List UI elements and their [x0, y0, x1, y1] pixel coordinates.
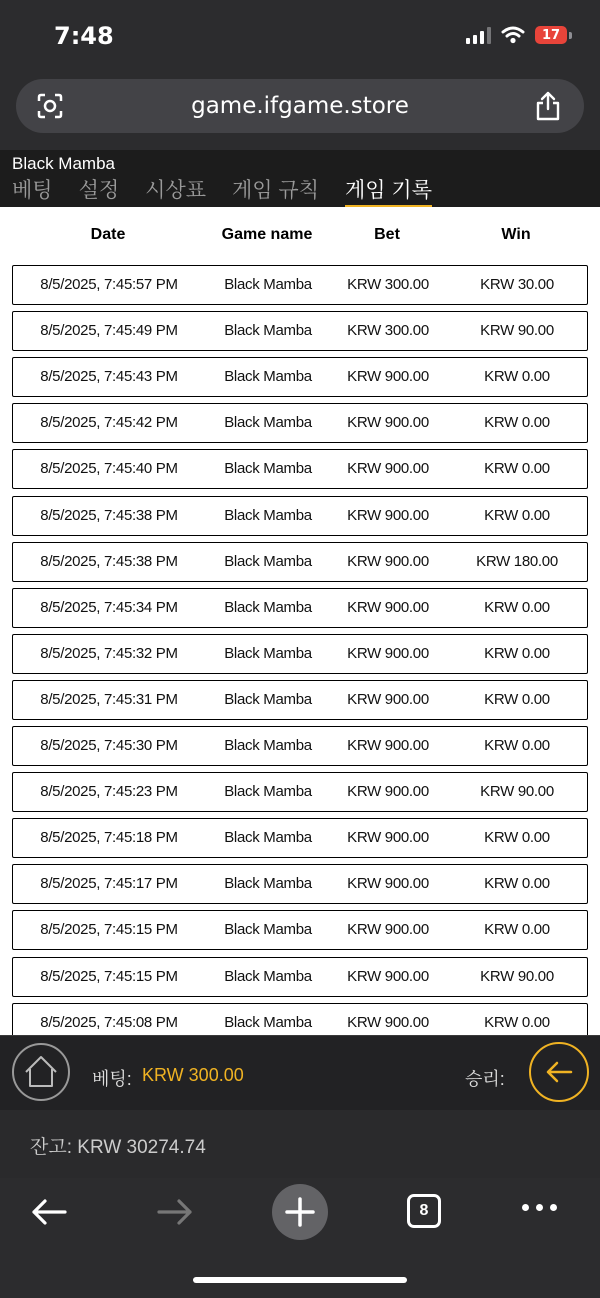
- status-time: 7:48: [54, 22, 114, 50]
- table-header: [12, 226, 588, 250]
- row-win: KRW 90.00: [480, 322, 554, 340]
- row-game-name: Black Mamba: [224, 644, 312, 662]
- row-bet: KRW 900.00: [347, 506, 429, 524]
- table-row: [12, 496, 588, 536]
- tab-settings[interactable]: 설정: [78, 179, 120, 202]
- table-row: [12, 772, 588, 812]
- row-game-name: Black Mamba: [224, 322, 312, 340]
- new-tab-button[interactable]: [272, 1184, 328, 1240]
- row-win: KRW 30.00: [480, 276, 554, 293]
- row-win: KRW 0.00: [484, 690, 550, 708]
- history-table[interactable]: [0, 207, 600, 1035]
- row-bet: KRW 900.00: [347, 552, 429, 570]
- row-bet: KRW 900.00: [347, 967, 429, 985]
- url-text[interactable]: game.ifgame.store: [191, 93, 409, 119]
- row-date: 8/5/2025, 7:45:34 PM: [40, 598, 178, 616]
- row-date: 8/5/2025, 7:45:40 PM: [40, 460, 178, 478]
- share-icon[interactable]: [534, 91, 562, 121]
- row-win: KRW 0.00: [484, 875, 550, 893]
- row-game-name: Black Mamba: [224, 276, 312, 293]
- row-date: 8/5/2025, 7:45:18 PM: [40, 829, 178, 847]
- table-row: [12, 680, 588, 720]
- table-row: [12, 1003, 588, 1035]
- game-header: [0, 150, 600, 207]
- row-bet: KRW 900.00: [347, 644, 429, 662]
- row-bet: KRW 900.00: [347, 598, 429, 616]
- row-game-name: Black Mamba: [224, 598, 312, 616]
- table-row: [12, 910, 588, 950]
- row-game-name: Black Mamba: [224, 737, 312, 754]
- row-win: KRW 0.00: [484, 414, 550, 432]
- back-arrow-icon[interactable]: [30, 1196, 68, 1228]
- row-date: 8/5/2025, 7:45:49 PM: [40, 322, 178, 340]
- row-date: 8/5/2025, 7:45:38 PM: [40, 506, 178, 524]
- header-bet: Bet: [374, 226, 400, 243]
- table-row: [12, 588, 588, 628]
- arrow-left-icon: [531, 1044, 587, 1100]
- home-icon: [14, 1045, 68, 1099]
- row-game-name: Black Mamba: [224, 875, 312, 893]
- row-bet: KRW 900.00: [347, 921, 429, 939]
- wifi-icon: [501, 26, 525, 44]
- table-row: [12, 357, 588, 397]
- row-win: KRW 0.00: [484, 1013, 550, 1031]
- row-game-name: Black Mamba: [224, 967, 312, 985]
- row-win: KRW 90.00: [480, 783, 554, 801]
- row-win: KRW 0.00: [484, 737, 550, 754]
- row-bet: KRW 300.00: [347, 322, 429, 340]
- balance-text: 잔고: KRW 30274.74: [30, 1137, 206, 1158]
- table-row: [12, 634, 588, 674]
- row-date: 8/5/2025, 7:45:31 PM: [40, 690, 178, 708]
- row-game-name: Black Mamba: [224, 460, 312, 478]
- row-bet: KRW 900.00: [347, 829, 429, 847]
- table-row: [12, 864, 588, 904]
- table-row: [12, 542, 588, 582]
- row-game-name: Black Mamba: [224, 1013, 312, 1031]
- row-bet: KRW 900.00: [347, 783, 429, 801]
- game-title: Black Mamba: [12, 154, 115, 173]
- status-indicators: [466, 26, 572, 44]
- tab-game-history[interactable]: 게임 기록: [345, 179, 432, 208]
- row-win: KRW 0.00: [484, 829, 550, 847]
- table-row: [12, 449, 588, 489]
- battery-icon: [535, 26, 572, 44]
- row-game-name: Black Mamba: [224, 414, 312, 432]
- tab-paytable[interactable]: 시상표: [145, 179, 207, 202]
- more-icon[interactable]: [522, 1204, 557, 1211]
- balance-bar: [0, 1110, 600, 1178]
- row-bet: KRW 900.00: [347, 737, 429, 754]
- row-game-name: Black Mamba: [224, 368, 312, 386]
- row-win: KRW 0.00: [484, 460, 550, 478]
- battery-level: 17: [535, 26, 567, 44]
- tabs-button[interactable]: 8: [407, 1194, 441, 1228]
- header-date: Date: [90, 226, 126, 243]
- game-tabs: [12, 179, 432, 208]
- row-date: 8/5/2025, 7:45:15 PM: [40, 921, 178, 939]
- game-bottom-bar: [0, 1035, 600, 1111]
- row-win: KRW 0.00: [484, 644, 550, 662]
- table-row: [12, 265, 588, 305]
- row-bet: KRW 900.00: [347, 690, 429, 708]
- table-row: [12, 403, 588, 443]
- row-game-name: Black Mamba: [224, 783, 312, 801]
- row-date: 8/5/2025, 7:45:17 PM: [40, 875, 178, 893]
- row-game-name: Black Mamba: [224, 552, 312, 570]
- row-date: 8/5/2025, 7:45:57 PM: [40, 276, 178, 293]
- row-date: 8/5/2025, 7:45:42 PM: [40, 414, 178, 432]
- row-win: KRW 90.00: [480, 967, 554, 985]
- row-win: KRW 0.00: [484, 921, 550, 939]
- tab-game-rules[interactable]: 게임 규칙: [232, 179, 319, 202]
- address-bar[interactable]: [16, 79, 584, 133]
- home-indicator: [193, 1277, 407, 1283]
- row-date: 8/5/2025, 7:45:43 PM: [40, 368, 178, 386]
- bet-value: KRW 300.00: [142, 1065, 244, 1085]
- row-bet: KRW 900.00: [347, 414, 429, 432]
- row-bet: KRW 900.00: [347, 1013, 429, 1031]
- forward-arrow-icon[interactable]: [156, 1196, 194, 1228]
- table-row: [12, 957, 588, 997]
- row-date: 8/5/2025, 7:45:32 PM: [40, 644, 178, 662]
- plus-icon: [272, 1184, 328, 1240]
- row-win: KRW 0.00: [484, 506, 550, 524]
- row-bet: KRW 900.00: [347, 368, 429, 386]
- row-bet: KRW 900.00: [347, 875, 429, 893]
- browser-top-bar: [0, 0, 600, 150]
- header-game-name: Game name: [221, 226, 313, 243]
- row-win: KRW 180.00: [476, 552, 558, 570]
- row-date: 8/5/2025, 7:45:08 PM: [40, 1013, 178, 1031]
- row-win: KRW 0.00: [484, 598, 550, 616]
- row-game-name: Black Mamba: [224, 506, 312, 524]
- row-win: KRW 0.00: [484, 368, 550, 386]
- table-row: [12, 726, 588, 766]
- row-game-name: Black Mamba: [224, 921, 312, 939]
- home-button[interactable]: [12, 1043, 70, 1101]
- bet-label: 베팅:: [92, 1069, 132, 1089]
- win-label: 승리:: [465, 1069, 505, 1089]
- row-date: 8/5/2025, 7:45:15 PM: [40, 967, 178, 985]
- row-bet: KRW 900.00: [347, 460, 429, 478]
- row-game-name: Black Mamba: [224, 829, 312, 847]
- row-date: 8/5/2025, 7:45:23 PM: [40, 783, 178, 801]
- cellular-signal-icon: [466, 26, 491, 44]
- back-button[interactable]: [529, 1042, 589, 1102]
- row-game-name: Black Mamba: [224, 690, 312, 708]
- row-date: 8/5/2025, 7:45:38 PM: [40, 552, 178, 570]
- row-bet: KRW 300.00: [347, 276, 429, 293]
- header-win: Win: [501, 226, 531, 243]
- table-row: [12, 311, 588, 351]
- browser-toolbar: [0, 1178, 600, 1298]
- row-date: 8/5/2025, 7:45:30 PM: [40, 737, 178, 754]
- table-row: [12, 818, 588, 858]
- tab-betting[interactable]: 베팅: [12, 179, 53, 202]
